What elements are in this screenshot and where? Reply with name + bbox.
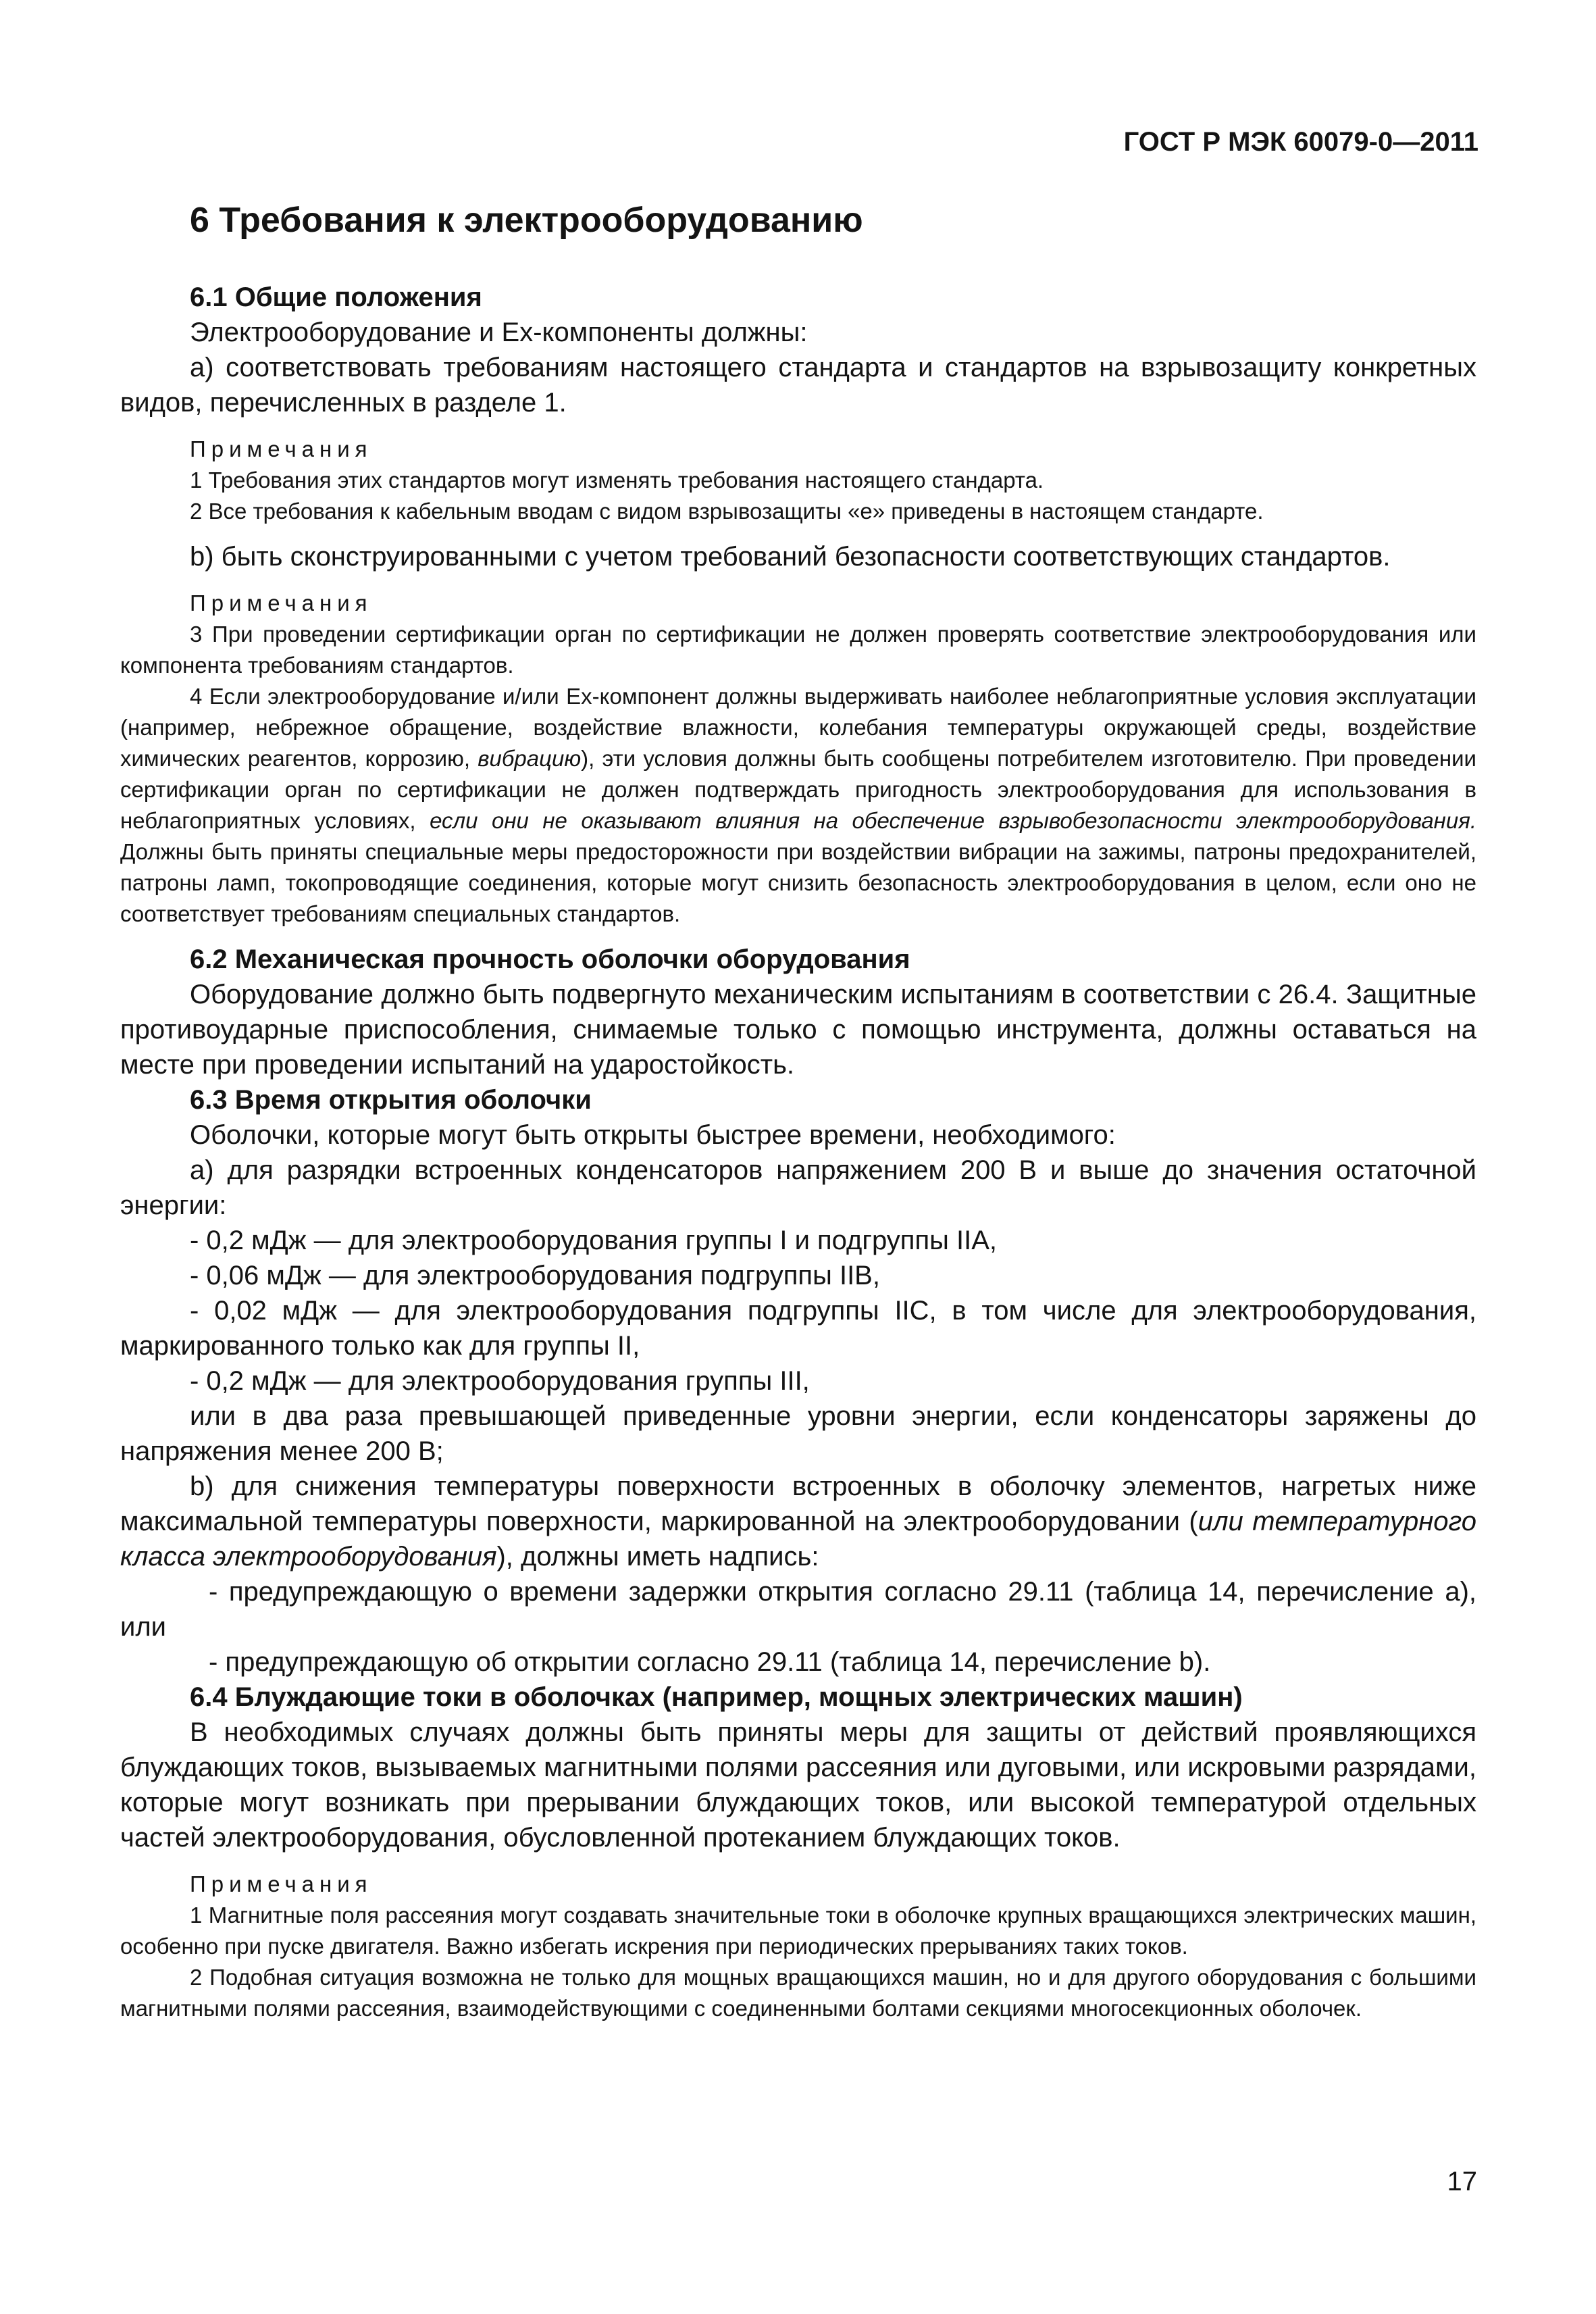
- note: 1 Магнитные поля рассеяния могут создавать значительные токи в оболочке крупных вращающихся электрических машин, особенно при пуске двигателя. Важно избегать искрения при периодических прерываниях таких токов.: [120, 1903, 1476, 1959]
- note: 2 Все требования к кабельным вводам с видом взрывозащиты «е» приведены в настоящем стандарте.: [190, 499, 1264, 524]
- document-header: ГОСТ Р МЭК 60079-0—2011: [1123, 127, 1478, 157]
- list-item: - 0,06 мДж — для электрооборудования подгруппы IIB,: [190, 1261, 880, 1290]
- subsection-6-3-title: 6.3 Время открытия оболочки: [190, 1085, 592, 1115]
- list-item: - предупреждающую об открытии согласно 29.11 (таблица 14, перечисление b).: [209, 1647, 1211, 1677]
- note: 2 Подобная ситуация возможна не только для мощных вращающихся машин, но и для другого оборудования с большими магнитными полями рассеяния, взаимодействующими с соединенными болтами секциями многосекционных оболочек.: [120, 1965, 1476, 2021]
- subsection-6-4-title: 6.4 Блуждающие токи в оболочках (например, мощных электрических машин): [190, 1682, 1243, 1712]
- paragraph: или в два раза превышающей приведенные уровни энергии, если конденсаторы заряжены до напряжения менее 200 В;: [120, 1401, 1476, 1466]
- page-content: [120, 200, 1476, 2024]
- paragraph: Электрооборудование и Ex-компоненты должны:: [190, 318, 808, 347]
- page-number: 17: [1447, 2167, 1477, 2196]
- paragraph: Оборудование должно быть подвергнуто механическим испытаниям в соответствии с 26.4. Защитные противоударные приспособления, снимаемые только с помощью инструмента, должны оставаться на месте при проведении испытаний на ударостойкость.: [120, 980, 1476, 1080]
- note: 4 Если электрооборудование и/или Ex-компонент должны выдерживать наиболее неблагоприятные условия эксплуатации (например, небрежное обращение, воздействие влажности, колебания температуры окружающей среды, воздействие химических реагентов, коррозию, вибрацию), эти условия должны быть сообщены потребителем изготовителю. При проведении сертификации орган по сертификации не должен подтверждать пригодность электрооборудования для использования в неблагоприятных условиях, если они не оказывают влияния на обеспечение взрывобезопасности электрооборудования. Должны быть приняты специальные меры предосторожности при воздействии вибрации на зажимы, патроны предохранителей, патроны ламп, токопроводящие соединения, которые могут снизить безопасность электрооборудования в целом, если оно не соответствует требованиям специальных стандартов.: [120, 684, 1476, 926]
- notes-label: Примечания: [190, 1871, 373, 1896]
- paragraph: В необходимых случаях должны быть приняты меры для защиты от действий проявляющихся блуждающих токов, вызываемых магнитными полями рассеяния или дуговыми, или искровыми разрядами, которые могут возникать при прерывании блуждающих токов, или высокой температурой отдельных частей электрооборудования, обусловленной протеканием блуждающих токов.: [120, 1717, 1476, 1853]
- subsection-6-2-title: 6.2 Механическая прочность оболочки оборудования: [190, 945, 910, 974]
- notes-label: Примечания: [190, 590, 373, 615]
- list-item: - 0,2 мДж — для электрооборудования группы I и подгруппы IIA,: [190, 1226, 997, 1255]
- paragraph: b) для снижения температуры поверхности встроенных в оболочку элементов, нагретых ниже максимальной температуры поверхности, маркированной на электрооборудовании (или температурного класса электрооборудования), должны иметь надпись:: [120, 1472, 1476, 1571]
- note: 3 При проведении сертификации орган по сертификации не должен проверять соответствие электрооборудования или компонента требованиям стандартов.: [120, 622, 1476, 678]
- list-item: - предупреждающую о времени задержки открытия согласно 29.11 (таблица 14, перечисление а), или: [120, 1577, 1476, 1642]
- subsection-6-1-title: 6.1 Общие положения: [190, 282, 482, 312]
- list-item: - 0,2 мДж — для электрооборудования группы III,: [190, 1366, 810, 1396]
- list-item: - 0,02 мДж — для электрооборудования подгруппы IIC, в том числе для электрооборудования, маркированного только как для группы II,: [120, 1296, 1476, 1361]
- paragraph: a) соответствовать требованиям настоящего стандарта и стандартов на взрывозащиту конкретных видов, перечисленных в разделе 1.: [120, 353, 1476, 418]
- paragraph: a) для разрядки встроенных конденсаторов напряжением 200 В и выше до значения остаточной энергии:: [120, 1155, 1476, 1220]
- notes-label: Примечания: [190, 436, 373, 461]
- paragraph: Оболочки, которые могут быть открыты быстрее времени, необходимого:: [190, 1120, 1116, 1150]
- paragraph: b) быть сконструированными с учетом требований безопасности соответствующих стандартов.: [190, 542, 1391, 572]
- section-title: 6 Требования к электрооборудованию: [190, 201, 863, 240]
- note: 1 Требования этих стандартов могут изменять требования настоящего стандарта.: [190, 468, 1044, 493]
